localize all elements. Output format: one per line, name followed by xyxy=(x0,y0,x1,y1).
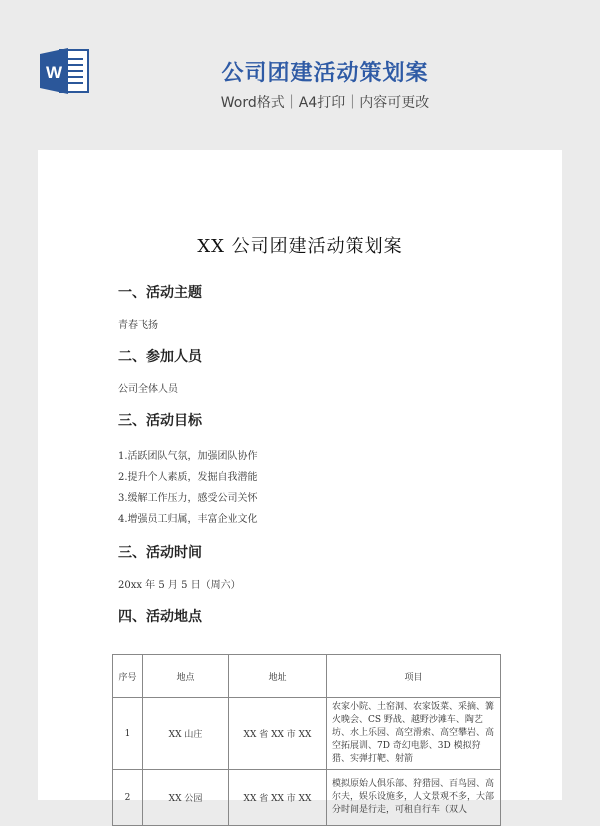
goal-item: 2.提升个人素质，发掘自我潜能 xyxy=(118,472,258,483)
location-table xyxy=(112,654,501,826)
section-heading-goals: 三、活动目标 xyxy=(118,413,202,429)
cell-project: 农家小院、土窑洞、农家饭菜、采摘、篝火晚会、CS 野战、越野沙滩车、陶艺坊、水上乐园、高空滑索、高空攀岩、高空拓展训、7D 奇幻电影、3D 模拟狩猎、实弹打靶、射箭 xyxy=(327,698,501,770)
goal-item: 1.活跃团队气氛，加强团队协作 xyxy=(118,451,258,462)
goal-item: 4.增强员工归属，丰富企业文化 xyxy=(118,514,258,525)
column-header-address: 地址 xyxy=(229,655,327,698)
cell-address: XX 省 XX 市 XX xyxy=(229,698,327,770)
section-heading-theme: 一、活动主题 xyxy=(118,285,202,301)
svg-text:W: W xyxy=(45,63,63,82)
table-row xyxy=(113,698,501,770)
cell-address: XX 省 XX 市 XX xyxy=(229,770,327,826)
table-row xyxy=(113,770,501,826)
cell-no: 2 xyxy=(113,770,143,826)
section-heading-time: 三、活动时间 xyxy=(118,545,202,561)
table-header-row xyxy=(113,655,501,698)
banner-subtitle: Word格式｜A4打印｜内容可更改 xyxy=(220,95,430,111)
column-header-project: 项目 xyxy=(327,655,501,698)
column-header-place: 地点 xyxy=(143,655,229,698)
cell-place: XX 公园 xyxy=(143,770,229,826)
cell-no: 1 xyxy=(113,698,143,770)
document-title: XX 公司团建活动策划案 xyxy=(197,236,403,257)
cell-place: XX 山庄 xyxy=(143,698,229,770)
section-body-participants: 公司全体人员 xyxy=(118,384,178,395)
cell-project: 模拟原始人俱乐部、狩猎园、百鸟园、高尔夫，娱乐设施多，人文景观不多，大部分时间是行走，可租自行车（双人 xyxy=(327,770,501,826)
column-header-no: 序号 xyxy=(113,655,143,698)
document-page xyxy=(38,150,562,815)
banner-title: 公司团建活动策划案 xyxy=(221,61,429,86)
section-heading-participants: 二、参加人员 xyxy=(118,349,202,365)
section-heading-location: 四、活动地点 xyxy=(118,609,202,625)
section-body-time: 20xx 年 5 月 5 日（周六） xyxy=(118,580,241,591)
goal-item: 3.缓解工作压力，感受公司关怀 xyxy=(118,493,258,504)
banner xyxy=(0,0,600,150)
section-body-theme: 青春飞扬 xyxy=(118,320,158,331)
